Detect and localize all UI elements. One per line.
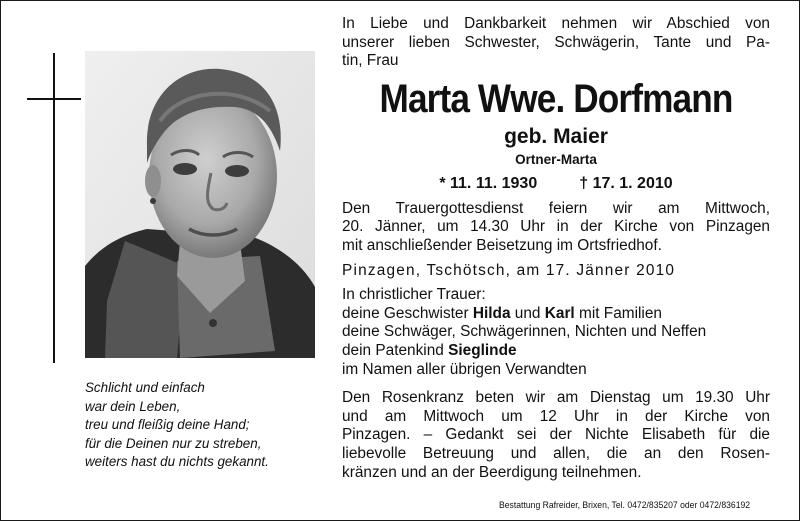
intro-line: unserer lieben Schwester, Schwägerin, Tante und Pa- — [342, 33, 770, 51]
poem-line: Schlicht und einfach — [85, 380, 205, 395]
siblings-suffix: mit Familien — [574, 304, 662, 322]
poem-line: treu und fleißig deine Hand; — [85, 417, 250, 433]
birth-date: * 11. 11. 1930 — [439, 174, 538, 192]
birth-name: geb. Maier — [504, 124, 608, 148]
intro-line: In Liebe und Dankbarkeit nehmen wir Abschied von — [342, 15, 770, 32]
death-date: † 17. 1. 2010 — [579, 174, 673, 192]
intro-text — [342, 15, 770, 71]
intro-line: tin, Frau — [342, 52, 399, 70]
mourners-list — [342, 286, 770, 379]
sibling-name: Karl — [544, 304, 575, 322]
rosary-line: Den Rosenkranz beten wir am Dienstag um 19.30 Uhr — [342, 389, 770, 407]
portrait-photo — [85, 51, 315, 358]
relatives-line: im Namen aller übrigen Verwandten — [342, 360, 587, 378]
poem-line: war dein Leben, — [85, 398, 181, 414]
sibling-name: Hilda — [472, 304, 511, 322]
poem-line: für die Deinen nur zu streben, — [85, 435, 262, 451]
siblings-prefix: deine Geschwister — [342, 304, 473, 322]
place-date: Pinzagen, Tschötsch, am 17. Jänner 2010 — [342, 261, 676, 279]
rosary-line: liebevolle Betreuung und allen, die an den Rosen- — [342, 444, 770, 462]
poem-line: weiters hast du nichts gekannt. — [85, 454, 269, 470]
siblings-and: und — [510, 304, 545, 322]
rosary-text — [342, 389, 770, 482]
in-laws-line: deine Schwäger, Schwägerinnen, Nichten und Neffen — [342, 323, 707, 341]
life-dates — [342, 174, 770, 194]
funeral-home-footer: Bestattung Rafreider, Brixen, Tel. 0472/835207 oder 0472/836192 — [499, 499, 751, 510]
nickname: Ortner-Marta — [515, 151, 597, 167]
poem — [85, 379, 325, 472]
rosary-line: und am Mittwoch um 12 Uhr in der Kirche von — [342, 407, 770, 425]
notice-text — [342, 15, 770, 482]
godchild-prefix: dein Patenkind — [342, 341, 449, 359]
siblings-line — [342, 305, 770, 324]
godchild-line — [342, 342, 770, 361]
rosary-line: Pinzagen. – Gedankt sei der Nichte Elisabeth für die — [342, 426, 770, 444]
cross-icon-bar — [27, 98, 81, 100]
service-line: Den Trauergottesdienst feiern wir am Mittwoch, — [342, 199, 770, 217]
service-line: mit anschließender Beisetzung im Ortsfriedhof. — [342, 236, 662, 254]
godchild-name: Sieglinde — [448, 341, 517, 359]
funeral-service-text — [342, 200, 770, 256]
rosary-line: kränzen und an der Beerdigung teilnehmen. — [342, 463, 642, 481]
deceased-name: Marta Wwe. Dorfmann — [379, 76, 733, 121]
service-line: 20. Jänner, um 14.30 Uhr in der Kirche von Pinzagen — [342, 218, 770, 236]
mourning-heading: In christlicher Trauer: — [342, 286, 486, 304]
